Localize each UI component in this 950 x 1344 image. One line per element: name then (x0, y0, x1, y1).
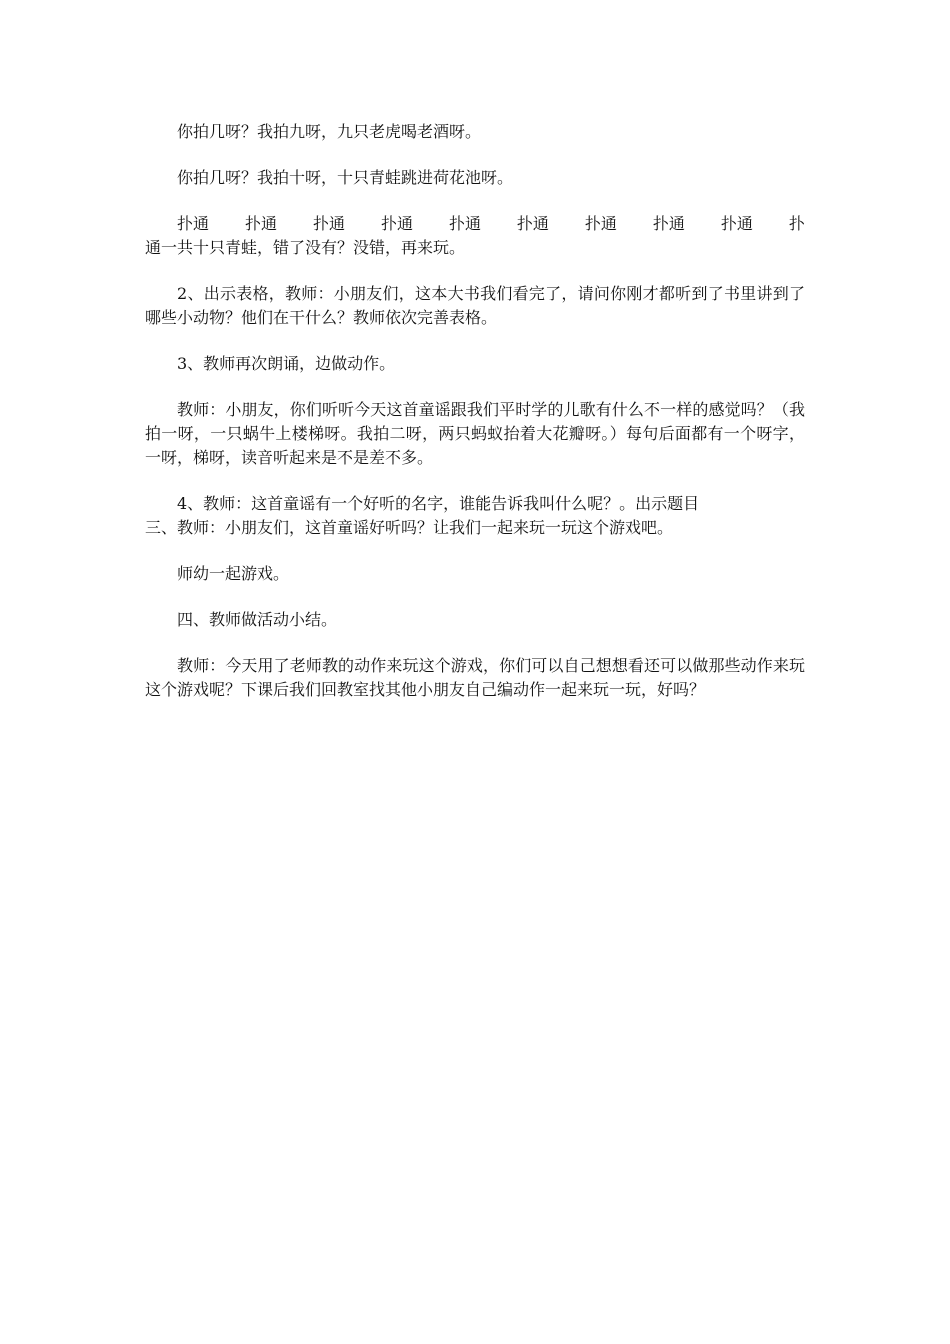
paragraph-section-3: 三、教师：小朋友们，这首童谣好听吗？让我们一起来玩一玩这个游戏吧。 (145, 518, 674, 537)
paragraph-step-4: 4、教师：这首童谣有一个好听的名字，谁能告诉我叫什么呢？。出示题目 (177, 494, 700, 513)
document-body (145, 120, 805, 724)
paragraph-verse-nine: 你拍几呀？我拍九呀，九只老虎喝老酒呀。 (177, 122, 482, 141)
putong-word: 扑通 (584, 214, 617, 233)
paragraph-verse-ten: 你拍几呀？我拍十呀，十只青蛙跳进荷花池呀。 (177, 168, 514, 187)
putong-word: 扑通 (177, 214, 210, 233)
putong-word: 扑通 (244, 214, 277, 233)
paragraph-step-2: 2、出示表格，教师：小朋友们，这本大书我们看完了，请问你刚才都听到了书里讲到了哪些小动物？他们在干什么？教师依次完善表格。 (145, 284, 805, 327)
putong-word: 扑通 (516, 214, 549, 233)
putong-word: 扑 (788, 214, 805, 233)
paragraph-summary: 教师：今天用了老师教的动作来玩这个游戏，你们可以自己想想看还可以做那些动作来玩这个游戏呢？下课后我们回教室找其他小朋友自己编动作一起来玩一玩，好吗？ (145, 656, 805, 699)
paragraph-play-together: 师幼一起游戏。 (177, 564, 290, 583)
putong-word: 扑通 (312, 214, 345, 233)
putong-repeat-line (145, 212, 805, 236)
putong-word: 扑通 (720, 214, 753, 233)
putong-word: 扑通 (448, 214, 481, 233)
putong-word: 扑通 (380, 214, 413, 233)
putong-word: 扑通 (652, 214, 685, 233)
paragraph-teacher-question: 教师：小朋友，你们听听今天这首童谣跟我们平时学的儿歌有什么不一样的感觉吗？（我拍一呀，一只蜗牛上楼梯呀。我拍二呀，两只蚂蚁抬着大花瓣呀。）每句后面都有一个呀字，一呀，梯呀，读音听起来是不是差不多。 (145, 400, 805, 467)
paragraph-step-3: 3、教师再次朗诵，边做动作。 (177, 354, 396, 373)
paragraph-section-4: 四、教师做活动小结。 (177, 610, 338, 629)
paragraph-putong-tail: 通一共十只青蛙，错了没有？没错，再来玩。 (145, 238, 466, 257)
